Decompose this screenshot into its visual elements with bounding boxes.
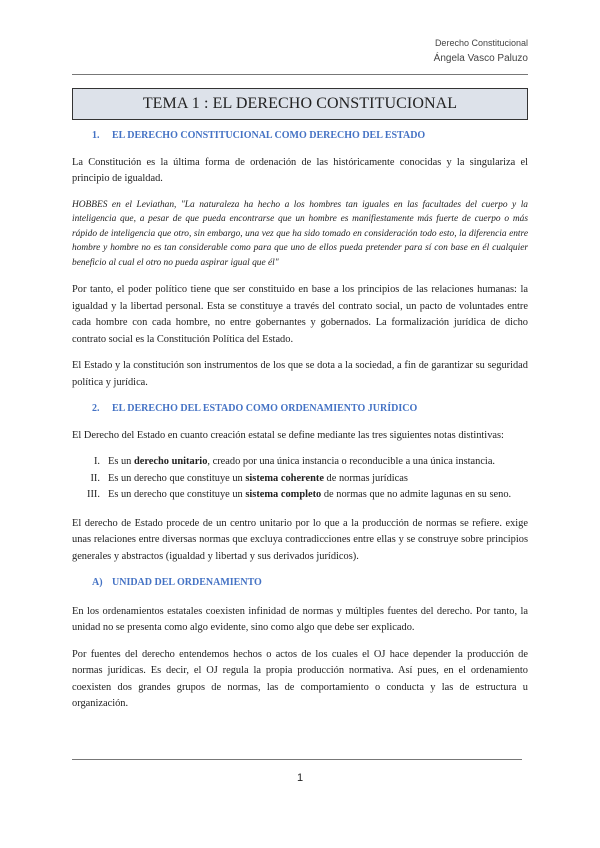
- list-numeral: II.: [90, 472, 100, 484]
- section-2-paragraph: El derecho de Estado procede de un centro unitario por lo que a la producción de normas se refiere. exige unas relaciones entre diversas normas que excluya contradicciones entre ellas y se construye sobre principios generales y abstractos (igualdad y libertad y sus derivados jurídicos).: [72, 517, 528, 562]
- header-rule: [72, 74, 528, 75]
- section-1-paragraph-2: Por tanto, el poder político tiene que ser constituido en base a los principios de las relaciones humanas: la igualdad y la libertad personal. Esta se constituye a través del contrato social, un pacto de voluntades entre cada hombre con cada hombre, no entre gobernantes y gobernados. La formalización jurídica de dicho contrato social es la Constitución Política del Estado.: [72, 284, 528, 345]
- list-item: [72, 454, 528, 471]
- list-item-text: Es un derecho que constituye un sistema completo de normas que no admite lagunas en su seno.: [108, 489, 512, 500]
- hobbes-quote: HOBBES en el Leviathan, "La naturaleza ha hecho a los hombres tan iguales en las facultades del cuerpo y la inteligencia que, a pesar de que pueda encontrarse que un hombre es manifiestamente más fuerte de cuerpo o más rápido de inteligencia que otro, sin embargo, una vez que ha sido tomado en consideración todo esto, la diferencia entre hombre y hombre no es tan considerable como para que uno de ellos pueda pretender para sí con base en él cualquier beneficio al cual el otro no pueda aspirar igual que él": [72, 199, 528, 268]
- list-item: [72, 471, 528, 488]
- section-2-number: 2.: [92, 403, 100, 414]
- footer-rule: [72, 759, 522, 760]
- section-1-paragraph-1: La Constitución es la última forma de ordenación de las históricamente conocidas y la singulariza el principio de igualdad.: [72, 156, 528, 184]
- subsection-a-title: UNIDAD DEL ORDENAMIENTO: [112, 577, 262, 588]
- section-1-number: 1.: [92, 130, 100, 141]
- subsection-a-paragraph-1: En los ordenamientos estatales coexisten infinidad de normas y múltiples fuentes del derecho. Por tanto, la unidad no se presenta como algo evidente, sino como algo que debe ser explicado.: [72, 605, 528, 633]
- header-course: Derecho Constitucional: [434, 38, 528, 48]
- list-numeral: III.: [87, 489, 100, 500]
- section-1-paragraph-3: El Estado y la constitución son instrumentos de los que se dota a la sociedad, a fin de garantizar su seguridad política y jurídica.: [72, 360, 528, 388]
- list-item: [72, 487, 528, 504]
- list-item-bold: derecho unitario: [133, 456, 208, 467]
- page-number: 1: [296, 772, 304, 784]
- section-2-title: EL DERECHO DEL ESTADO COMO ORDENAMIENTO JURÍDICO: [112, 403, 418, 414]
- list-item-bold: sistema completo: [245, 489, 322, 500]
- section-1-heading: [92, 128, 528, 145]
- subsection-a-paragraph-2: Por fuentes del derecho entendemos hechos o actos de los cuales el OJ hace depender la producción de normas jurídicas. Es decir, el OJ regula la propia producción normativa. Así pues, en el ordenamiento coexisten dos grandes grupos de normas, las de comportamiento o conducta y las de estructura u organización.: [72, 648, 528, 709]
- list-numeral: I.: [93, 456, 100, 467]
- page-header: [434, 36, 528, 66]
- subsection-a-letter: A): [92, 577, 103, 588]
- page-title: TEMA 1 : EL DERECHO CONSTITUCIONAL: [142, 95, 458, 112]
- distinctive-notes-list: [72, 454, 528, 504]
- title-box: [72, 88, 528, 120]
- header-author: Ángela Vasco Paluzo: [433, 53, 528, 64]
- document-body: [72, 124, 528, 723]
- section-1-title: EL DERECHO CONSTITUCIONAL COMO DERECHO DEL ESTADO: [112, 130, 426, 141]
- list-item-text: Es un derecho que constituye un sistema coherente de normas jurídicas: [108, 472, 408, 484]
- list-item-text: Es un derecho unitario, creado por una única instancia o reconducible a una única instancia.: [108, 456, 496, 467]
- section-2-heading: [92, 401, 528, 418]
- list-item-bold: sistema coherente: [245, 472, 324, 484]
- section-2-intro: El Derecho del Estado en cuanto creación estatal se define mediante las tres siguientes notas distintivas:: [72, 429, 504, 441]
- subsection-a-heading: [92, 575, 528, 592]
